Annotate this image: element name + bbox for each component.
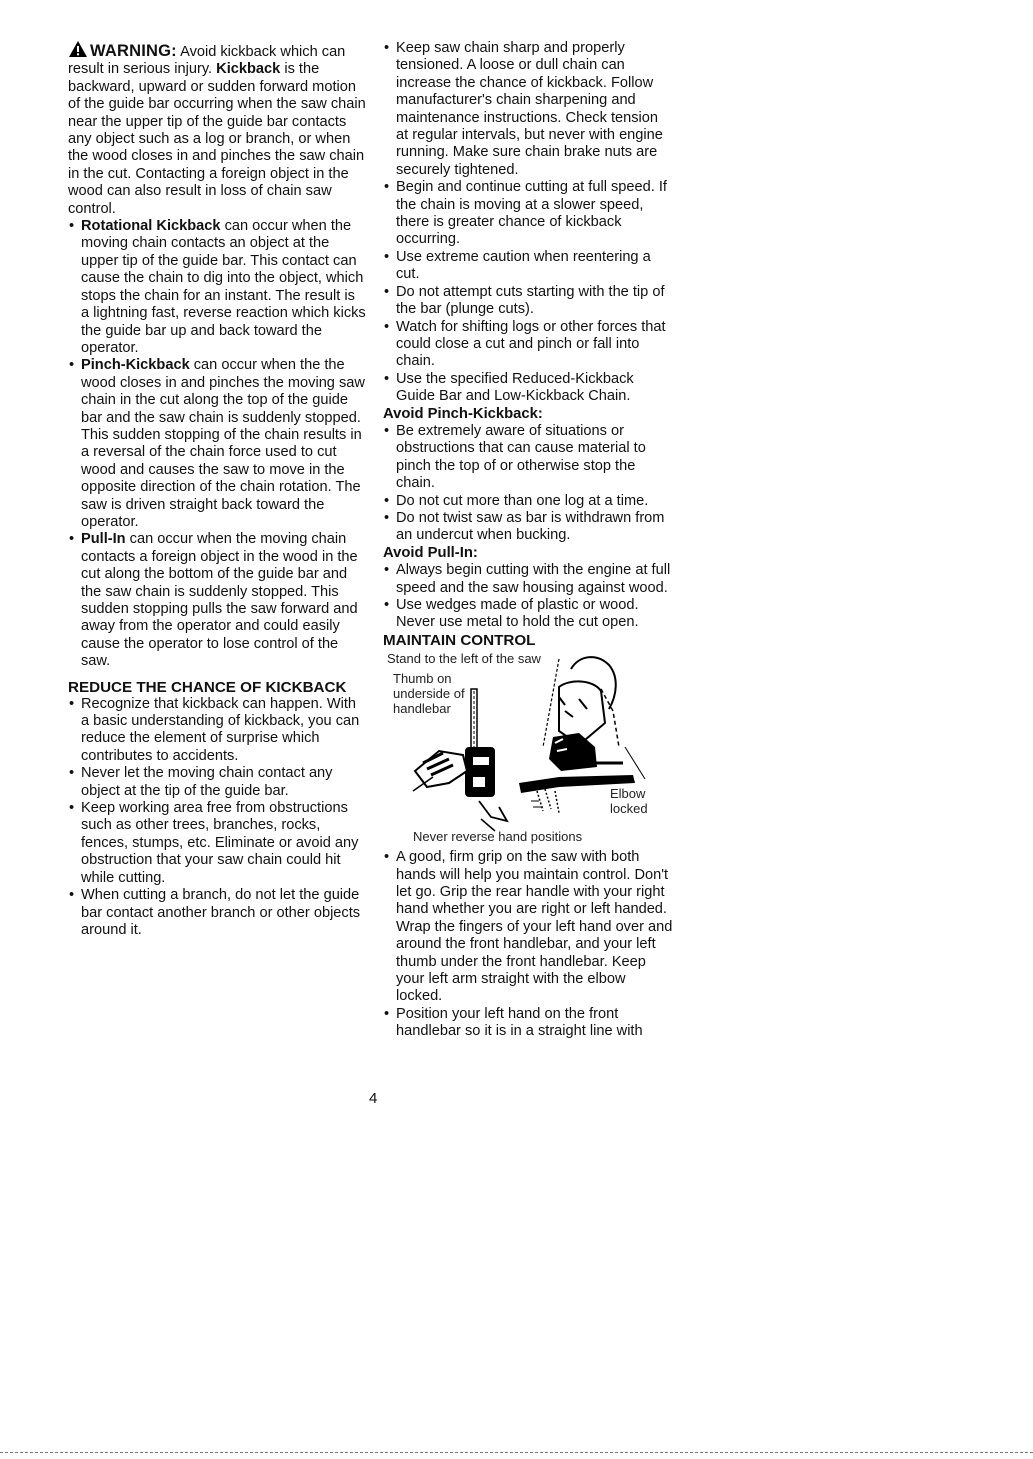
list-item: • Always begin cutting with the engine at full speed and the saw housing against wood. [383, 562, 673, 597]
warning-paragraph [68, 40, 366, 218]
pinch-heading: Avoid Pinch-Kickback: [383, 405, 543, 422]
label-elbow: Elbow locked [610, 786, 648, 817]
list-item: • When cutting a branch, do not let the guide bar contact another branch or other objects around it. [68, 887, 366, 939]
list-item: • Recognize that kickback can happen. With a basic understanding of kickback, you can reduce the element of surprise which contributes to accidents. [68, 696, 366, 766]
label-thumb: Thumb on underside of handlebar [393, 671, 465, 717]
pinch-list [383, 423, 673, 545]
list-item: • Be extremely aware of situations or obstructions that can cause material to pinch the top of or otherwise stop the chain. [383, 423, 673, 493]
kickback-tips-list [383, 40, 673, 406]
list-item: • Keep saw chain sharp and properly tensioned. A loose or dull chain can increase the chance of kickback. Follow manufacturer's chain sharpening and maintenance instructions. Check tension at regular intervals, but never with engine running. Make sure chain brake nuts are securely tightened. [383, 40, 673, 179]
list-item: • Use the specified Reduced-Kickback Guide Bar and Low-Kickback Chain. [383, 371, 673, 406]
bottom-divider [0, 1452, 1033, 1453]
list-item: • Do not attempt cuts starting with the tip of the bar (plunge cuts). [383, 284, 673, 319]
kickback-types-list [68, 218, 366, 671]
bullet-text: can occur when the moving chain contacts a foreign object in the wood in the cut along the bottom of the guide bar and the saw chain is suddenly stopped. This sudden stopping pulls the saw forward and away from the operator and could easily cause the operator to lose control of the saw. [81, 531, 358, 670]
list-item [68, 531, 366, 670]
warning-intro: Avoid kickback which can result in serious injury. [68, 44, 346, 78]
list-item: • Do not twist saw as bar is withdrawn from an undercut when bucking. [383, 510, 673, 545]
pullin-heading: Avoid Pull-In: [383, 544, 478, 561]
reduce-heading: REDUCE THE CHANCE OF KICKBACK [68, 678, 347, 696]
kickback-term: Kickback [216, 61, 281, 78]
maintain-list [383, 849, 673, 1040]
kickback-definition: is the backward, upward or sudden forward motion of the guide bar occurring when the saw chain near the upper tip of the guide bar contacts any object such as a log or branch, or when the wood closes in and pinches the saw chain in the cut. Contacting a foreign object in the wood can also result in loss of chain saw control. [68, 61, 366, 217]
list-item: • Position your left hand on the front handlebar so it is in a straight line with [383, 1006, 673, 1041]
list-item: • Do not cut more than one log at a time. [383, 493, 673, 510]
reduce-list [68, 696, 366, 940]
caption-never-reverse: Never reverse hand positions [413, 829, 583, 845]
bullet-term: Pull-In [81, 531, 126, 548]
pullin-list [383, 562, 673, 632]
bullet-text: can occur when the moving chain contacts an object at the upper tip of the guide bar. This contact can cause the chain to dig into the object, which stops the chain for an instant. The result is a lightning fast, reverse reaction which kicks the guide bar up and back toward the operator. [81, 218, 366, 356]
hand-position-figure [383, 651, 673, 847]
list-item: • Use wedges made of plastic or wood. Never use metal to hold the cut open. [383, 597, 673, 632]
list-item: • Begin and continue cutting at full speed. If the chain is moving at a slower speed, there is greater chance of kickback occurring. [383, 179, 673, 249]
list-item [68, 357, 366, 531]
bullet-term: Rotational Kickback [81, 218, 221, 235]
list-item [68, 218, 366, 357]
list-item: • Never let the moving chain contact any object at the tip of the guide bar. [68, 765, 366, 800]
warning-label: WARNING: [90, 42, 177, 60]
bullet-text: can occur when the the wood closes in and pinches the moving saw chain in the cut along the top of the guide bar and the saw chain is suddenly stopped. This sudden stopping of the chain results in a reversal of the chain force used to cut wood and causes the saw to move in the opposite direction of the chain rotation. The saw is driven straight back toward the operator. [81, 357, 365, 530]
list-item: • Use extreme caution when reentering a cut. [383, 249, 673, 284]
left-column [68, 40, 366, 939]
list-item: • A good, firm grip on the saw with both hands will help you maintain control. Don't let go. Grip the rear handle with your right hand whether you are right or left handed. Wrap the fingers of your left hand over and around the front handlebar, and your left thumb under the front handlebar. Keep your left arm straight with the elbow locked. [383, 849, 673, 1006]
warning-triangle-icon [68, 40, 88, 58]
caption-stand-left: Stand to the left of the saw [387, 651, 541, 667]
list-item: • Watch for shifting logs or other forces that could close a cut and pinch or fall into chain. [383, 319, 673, 371]
list-item: • Keep working area free from obstructions such as other trees, branches, rocks, fences, stumps, etc. Eliminate or avoid any obstruction that your saw chain could hit while cutting. [68, 800, 366, 887]
maintain-heading: MAINTAIN CONTROL [383, 631, 536, 649]
bullet-term: Pinch-Kickback [81, 357, 190, 374]
page-number: 4 [369, 1090, 378, 1107]
right-column [383, 40, 673, 1041]
